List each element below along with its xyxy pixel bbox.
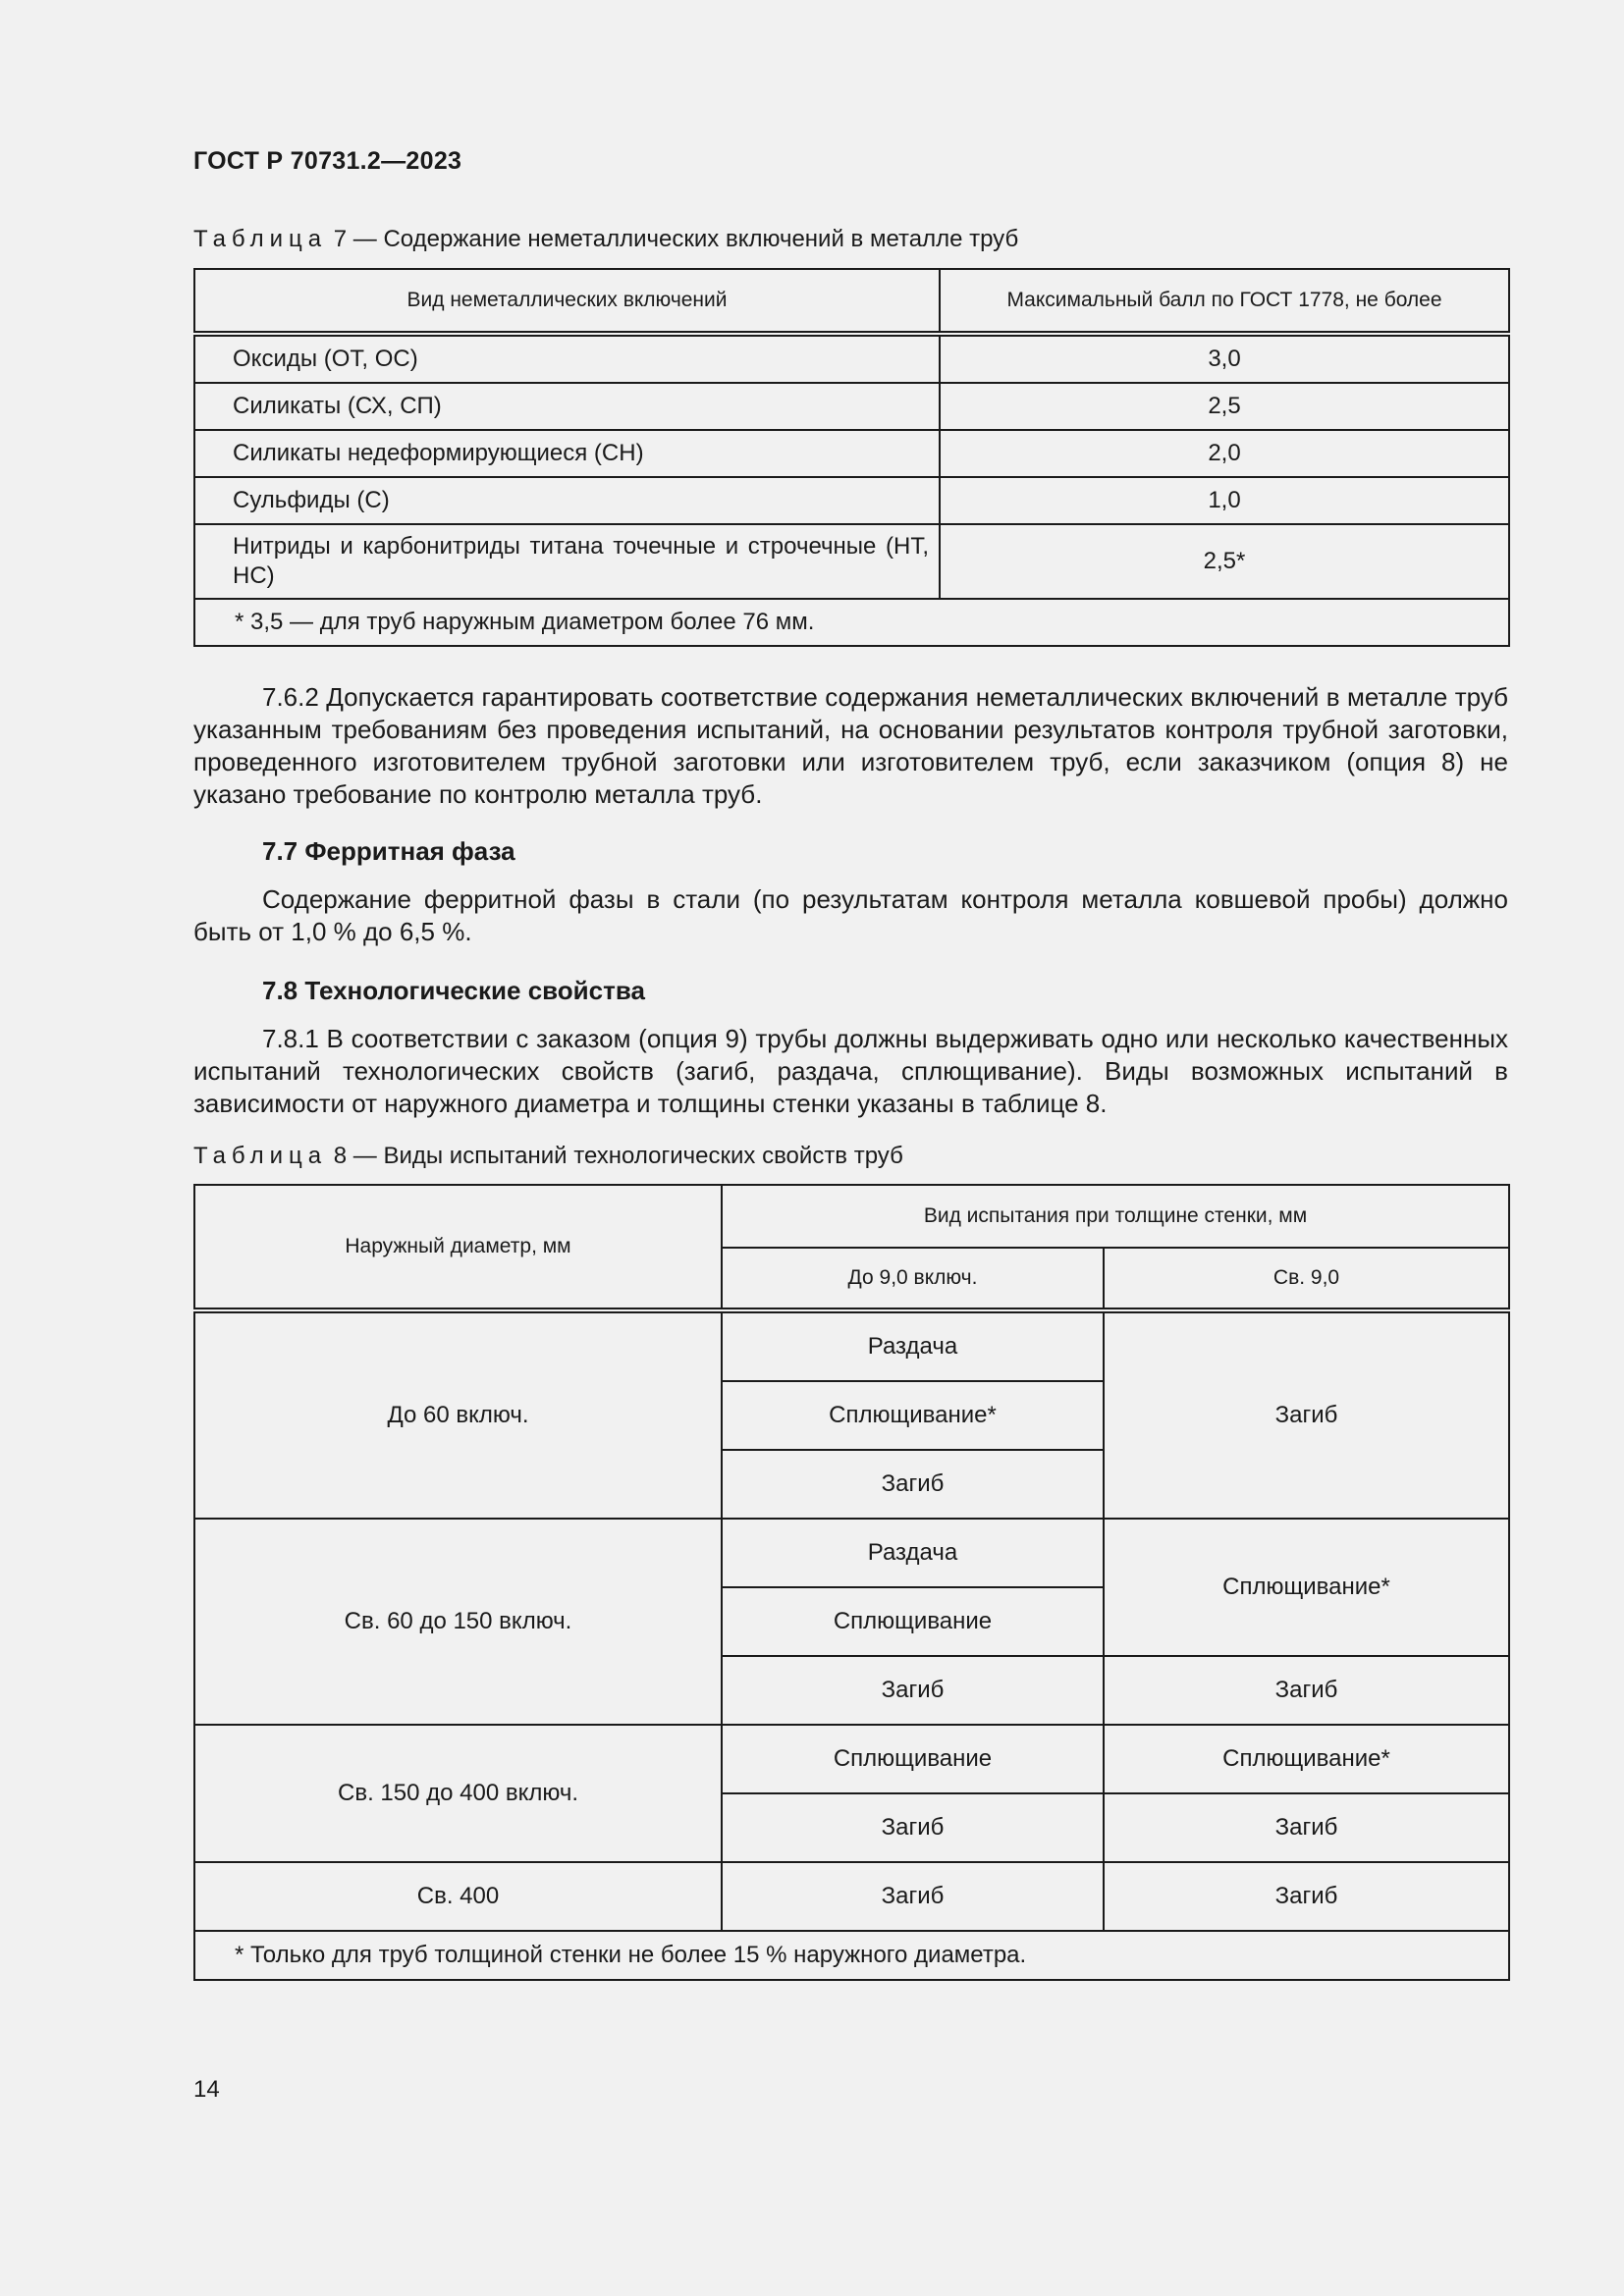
table8-cell-diameter: Св. 60 до 150 включ. <box>194 1519 722 1725</box>
table-row <box>194 334 1509 383</box>
page-number: 14 <box>193 2076 220 2103</box>
table8-cell-thin: Загиб <box>722 1862 1104 1931</box>
table8-footnote: * Только для труб толщиной стенки не более 15 % наружного диаметра. <box>194 1931 1509 1980</box>
table7-footnote-row <box>194 599 1509 646</box>
table-row <box>194 430 1509 477</box>
table8-cell-diameter: Св. 150 до 400 включ. <box>194 1725 722 1862</box>
table8-cell-thick: Загиб <box>1104 1793 1509 1862</box>
table7-cell-value: 2,5 <box>940 383 1509 430</box>
table7-header-max-score: Максимальный балл по ГОСТ 1778, не более <box>940 269 1509 334</box>
paragraph-7-6-2: 7.6.2 Допускается гарантировать соответствие содержания неметаллических включений в металле труб указанным требованиям без проведения испытаний, на основании результатов контроля трубной заготовки, проведенного изготовителем трубной заготовки или изготовителем труб, если заказчиком (опция 8) не указано требование по контролю металла труб. <box>193 682 1508 809</box>
table-row <box>194 1310 1509 1381</box>
table8-cell-thick: Загиб <box>1104 1310 1509 1519</box>
table7-cell-name: Сульфиды (С) <box>194 477 940 524</box>
table7-cell-value: 2,0 <box>940 430 1509 477</box>
table8-header-row <box>194 1185 1509 1248</box>
table8-caption-prefix: Таблица <box>193 1143 328 1169</box>
table8-cell-thin: Раздача <box>722 1519 1104 1587</box>
table7-cell-name: Оксиды (ОТ, ОС) <box>194 334 940 383</box>
table8-cell-thin: Сплющивание* <box>722 1381 1104 1450</box>
table8-cell-thin: Раздача <box>722 1310 1104 1381</box>
heading-7-8: 7.8 Технологические свойства <box>262 976 645 1005</box>
table8-header-test-type: Вид испытания при толщине стенки, мм <box>722 1185 1509 1248</box>
paragraph-7-8-1: 7.8.1 В соответствии с заказом (опция 9) трубы должны выдерживать одно или несколько качественных испытаний технологических свойств (загиб, раздача, сплющивание). Виды возможных испытаний в зависимости от наружного диаметра и толщины стенки указаны в таблице 8. <box>193 1024 1508 1118</box>
table8-header-thin-wall: До 9,0 включ. <box>722 1248 1104 1310</box>
table-row <box>194 1519 1509 1587</box>
table7-caption <box>193 226 1018 253</box>
heading-7-7: 7.7 Ферритная фаза <box>262 836 515 866</box>
table7 <box>193 268 1510 647</box>
table7-header-type: Вид неметаллических включений <box>194 269 940 334</box>
table8-caption-text: 8 — Виды испытаний технологических свойств труб <box>327 1143 903 1169</box>
table7-cell-name: Силикаты (СХ, СП) <box>194 383 940 430</box>
table8 <box>193 1184 1510 1981</box>
table-row <box>194 1862 1509 1931</box>
table-row <box>194 524 1509 599</box>
table8-cell-thin: Загиб <box>722 1793 1104 1862</box>
table8-caption <box>193 1143 903 1170</box>
table-row <box>194 477 1509 524</box>
table8-cell-thin: Сплющивание <box>722 1725 1104 1793</box>
table-row <box>194 1725 1509 1793</box>
table7-caption-prefix: Таблица <box>193 226 328 252</box>
table7-cell-name: Силикаты недеформирующиеся (СН) <box>194 430 940 477</box>
table8-cell-diameter: Св. 400 <box>194 1862 722 1931</box>
table7-cell-value: 2,5* <box>940 524 1509 599</box>
table7-footnote: * 3,5 — для труб наружным диаметром более 76 мм. <box>194 599 1509 646</box>
document-code: ГОСТ Р 70731.2—2023 <box>193 147 462 175</box>
table7-cell-name: Нитриды и карбонитриды титана точечные и строчечные (НТ, НС) <box>194 524 940 599</box>
table8-cell-thick: Сплющивание* <box>1104 1725 1509 1793</box>
table8-cell-thin: Загиб <box>722 1450 1104 1519</box>
table8-cell-thin: Сплющивание <box>722 1587 1104 1656</box>
table7-cell-value: 1,0 <box>940 477 1509 524</box>
table7-header-row <box>194 269 1509 334</box>
table8-cell-thick: Загиб <box>1104 1656 1509 1725</box>
table-row <box>194 383 1509 430</box>
table8-cell-thick: Загиб <box>1104 1862 1509 1931</box>
table7-cell-value: 3,0 <box>940 334 1509 383</box>
table8-footnote-row <box>194 1931 1509 1980</box>
table8-header-diameter: Наружный диаметр, мм <box>194 1185 722 1310</box>
paragraph-7-7: Содержание ферритной фазы в стали (по результатам контроля металла ковшевой пробы) должно быть от 1,0 % до 6,5 %. <box>193 884 1508 946</box>
table8-cell-diameter: До 60 включ. <box>194 1310 722 1519</box>
table7-caption-text: 7 — Содержание неметаллических включений в металле труб <box>327 226 1019 252</box>
table8-cell-thin: Загиб <box>722 1656 1104 1725</box>
table8-header-thick-wall: Св. 9,0 <box>1104 1248 1509 1310</box>
table8-cell-thick: Сплющивание* <box>1104 1519 1509 1656</box>
